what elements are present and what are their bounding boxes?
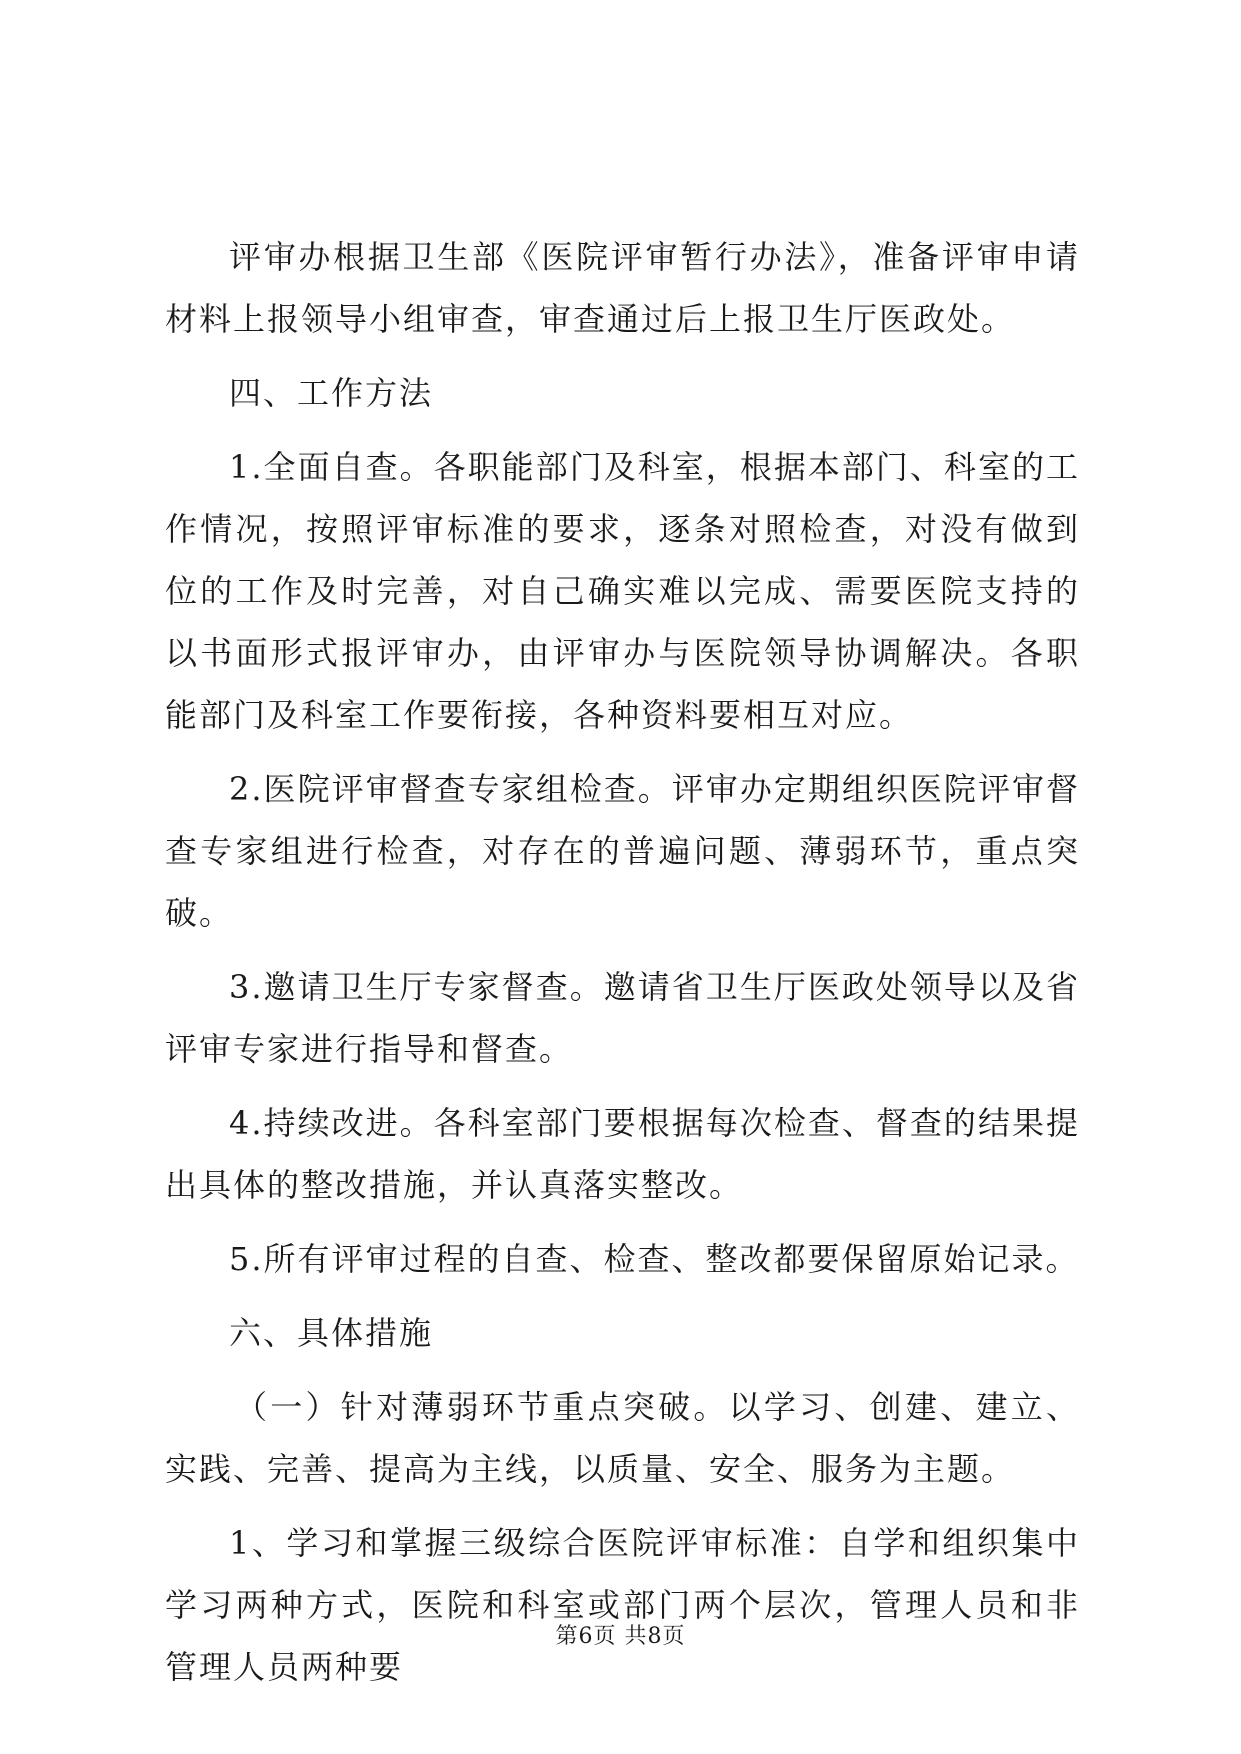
page-number-label: 第6页 共8页 — [555, 1624, 686, 1649]
paragraph-expert-group-inspection: 2.医院评审督查专家组检查。评审办定期组织医院评审督查专家组进行检查，对存在的普遍问题、薄弱环节，重点突破。 — [165, 770, 1080, 932]
paragraph-learn-standards: 1、学习和掌握三级综合医院评审标准：自学和组织集中学习两种方式，医院和科室或部门两个层次，管理人员和非管理人员两种要 — [165, 1524, 1080, 1686]
paragraph-focus-weak-links: （一）针对薄弱环节重点突破。以学习、创建、建立、实践、完善、提高为主线，以质量、安全、服务为主题。 — [165, 1388, 1080, 1488]
document-body — [165, 226, 1080, 1710]
paragraph-continuous-improvement: 4.持续改进。各科室部门要根据每次检查、督查的结果提出具体的整改措施，并认真落实整改。 — [165, 1104, 1080, 1204]
heading-work-methods: 四、工作方法 — [229, 374, 434, 412]
page-footer — [0, 1622, 1241, 1652]
paragraph-self-inspection: 1.全面自查。各职能部门及科室，根据本部门、科室的工作情况，按照评审标准的要求，逐条对照检查，对没有做到位的工作及时完善，对自己确实难以完成、需要医院支持的以书面形式报评审办，由评审办与医院领导协调解决。各职能部门及科室工作要衔接，各种资料要相互对应。 — [165, 448, 1080, 734]
paragraph-review-application: 评审办根据卫生部《医院评审暂行办法》，准备评审申请材料上报领导小组审查，审查通过后上报卫生厅医政处。 — [165, 238, 1080, 338]
paragraph-keep-records: 5.所有评审过程的自查、检查、整改都要保留原始记录。 — [229, 1240, 1080, 1278]
paragraph-invite-experts: 3.邀请卫生厅专家督查。邀请省卫生厅医政处领导以及省评审专家进行指导和督查。 — [165, 968, 1080, 1068]
heading-specific-measures: 六、具体措施 — [229, 1314, 434, 1352]
